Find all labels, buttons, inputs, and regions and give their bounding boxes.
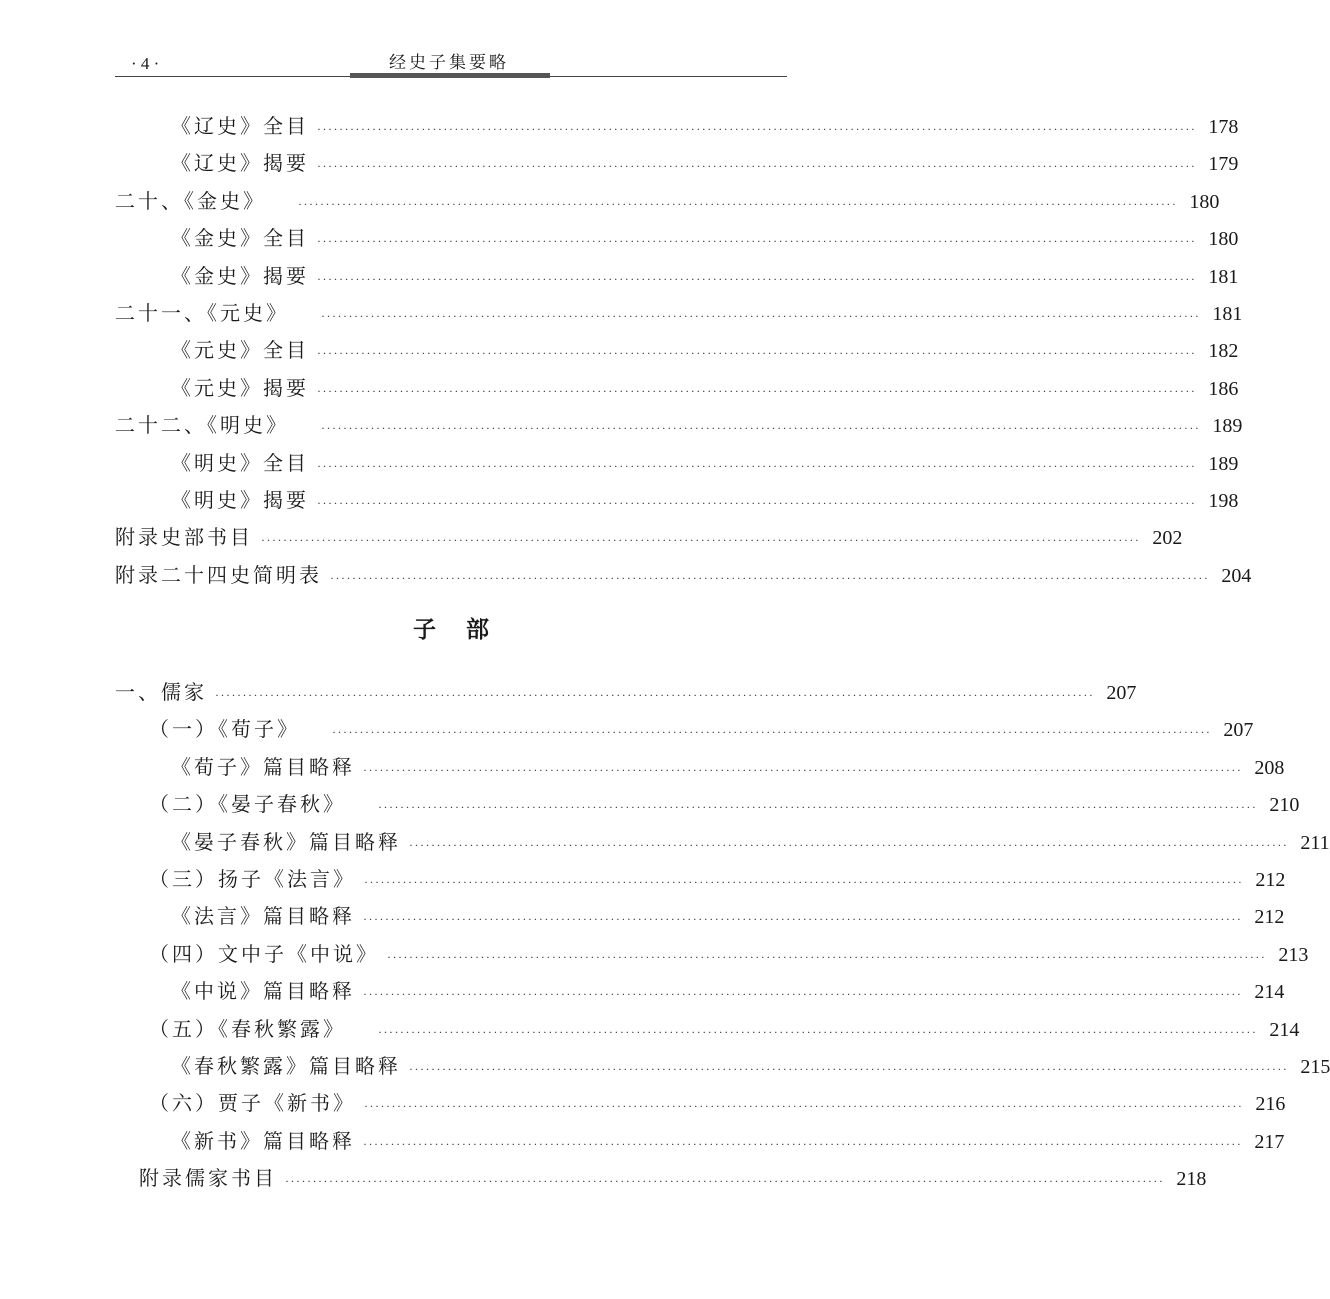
- toc-entry-title: 《辽史》全目: [171, 114, 309, 138]
- dot-leader: ································································································································································: [317, 159, 1197, 174]
- toc-entry-page: 218: [1176, 1168, 1207, 1191]
- dot-leader: ································································································································································: [378, 1024, 1258, 1039]
- dot-leader: ································································································································································: [298, 196, 1178, 211]
- dot-leader: ································································································································································: [363, 987, 1243, 1002]
- dot-leader: ································································································································································: [363, 762, 1243, 777]
- toc-entry-page: 214: [1269, 1018, 1300, 1041]
- toc-entry-page: 207: [1106, 682, 1137, 705]
- toc-entry: [115, 557, 1252, 594]
- toc-entry-page: 202: [1152, 527, 1183, 550]
- toc-entry-title: 二十一、《元史》: [115, 300, 289, 325]
- toc-entry-title: 《春秋繁露》篇目略释: [171, 1053, 401, 1078]
- toc-entry-title: 《晏子春秋》篇目略释: [171, 829, 401, 854]
- toc-entry-page: 189: [1208, 452, 1239, 475]
- table-of-contents: [115, 108, 1330, 1198]
- toc-entry-title: 《金史》揭要: [171, 263, 309, 288]
- toc-entry-title: 《明史》全目: [171, 450, 309, 475]
- dot-leader: ································································································································································: [261, 533, 1141, 548]
- dot-leader: ································································································································································: [409, 1061, 1289, 1076]
- toc-entry: [115, 1085, 1286, 1122]
- toc-entry-title: 《元史》全目: [171, 338, 309, 363]
- toc-entry-page: 198: [1208, 489, 1239, 512]
- dot-leader: ································································································································································: [215, 688, 1095, 703]
- toc-entry-page: 181: [1208, 265, 1239, 288]
- toc-entry-page: 189: [1212, 415, 1243, 438]
- toc-entry-page: 180: [1189, 190, 1220, 213]
- toc-entry: [115, 145, 1239, 182]
- toc-entry-page: 179: [1208, 153, 1239, 176]
- running-header: [115, 46, 787, 80]
- dot-leader: ································································································································································: [285, 1174, 1165, 1189]
- dot-leader: ································································································································································: [317, 383, 1197, 398]
- toc-entry-page: 181: [1212, 302, 1243, 325]
- toc-entry: [115, 1011, 1300, 1048]
- toc-entry-title: 《金史》全目: [171, 226, 309, 251]
- dot-leader: ································································································································································: [378, 800, 1258, 815]
- toc-entry-title: （四）文中子《中说》: [149, 941, 379, 966]
- toc-entry: [115, 749, 1285, 786]
- toc-entry: [115, 108, 1239, 145]
- toc-entry-title: 附录史部书目: [115, 525, 253, 550]
- dot-leader: ································································································································································: [387, 949, 1267, 964]
- toc-philosophers-section: [115, 674, 1330, 1197]
- toc-entry: [115, 1048, 1330, 1085]
- toc-entry-title: 《元史》揭要: [171, 375, 309, 400]
- header-rule-accent: [350, 73, 550, 78]
- dot-leader: ································································································································································: [317, 458, 1197, 473]
- toc-entry: [115, 482, 1239, 519]
- toc-entry: [115, 674, 1137, 711]
- toc-entry: [115, 973, 1285, 1010]
- dot-leader: ································································································································································: [321, 308, 1201, 323]
- page-number: · 4 ·: [131, 54, 160, 73]
- toc-entry-title: （五）《春秋繁露》: [149, 1016, 346, 1041]
- toc-entry-page: 212: [1255, 869, 1286, 892]
- toc-entry-page: 213: [1278, 943, 1309, 966]
- toc-entry: [115, 407, 1243, 444]
- toc-entry-page: 182: [1208, 340, 1239, 363]
- toc-entry-title: 二十、《金史》: [115, 188, 266, 213]
- toc-entry-title: 《法言》篇目略释: [171, 904, 355, 929]
- toc-entry: [115, 220, 1239, 257]
- toc-entry-title: 二十二、《明史》: [115, 413, 289, 438]
- toc-entry-title: 《辽史》揭要: [171, 151, 309, 176]
- toc-entry: [115, 332, 1239, 369]
- toc-entry: [115, 936, 1309, 973]
- toc-entry: [115, 295, 1243, 332]
- toc-entry-page: 180: [1208, 228, 1239, 251]
- toc-entry-title: 一、儒家: [115, 680, 207, 705]
- running-title: 经史子集要略: [389, 53, 509, 73]
- toc-entry-page: 208: [1254, 756, 1285, 779]
- dot-leader: ································································································································································: [321, 421, 1201, 436]
- dot-leader: ································································································································································: [317, 271, 1197, 286]
- section-spacer: [115, 666, 787, 674]
- dot-leader: ································································································································································: [330, 570, 1210, 585]
- toc-entry-page: 212: [1254, 906, 1285, 929]
- dot-leader: ································································································································································: [364, 1099, 1244, 1114]
- toc-entry-page: 210: [1269, 794, 1300, 817]
- toc-entry-page: 204: [1221, 564, 1252, 587]
- dot-leader: ································································································································································: [317, 495, 1197, 510]
- toc-entry: [115, 824, 1330, 861]
- toc-entry: [115, 258, 1239, 295]
- section-heading: 子部: [413, 617, 519, 644]
- toc-entry-page: 214: [1254, 981, 1285, 1004]
- toc-entry: [115, 1160, 1207, 1197]
- toc-entry: [115, 898, 1285, 935]
- toc-entry: [115, 786, 1300, 823]
- dot-leader: ································································································································································: [317, 346, 1197, 361]
- toc-entry: [115, 519, 1183, 556]
- toc-entry-title: 《明史》揭要: [171, 487, 309, 512]
- toc-entry-title: 《新书》篇目略释: [171, 1128, 355, 1153]
- dot-leader: ································································································································································: [363, 912, 1243, 927]
- toc-entry: [115, 183, 1220, 220]
- dot-leader: ································································································································································: [332, 725, 1212, 740]
- toc-entry: [115, 711, 1254, 748]
- toc-entry-page: 207: [1223, 719, 1254, 742]
- toc-entry-title: 附录儒家书目: [139, 1166, 277, 1191]
- toc-entry-title: 《中说》篇目略释: [171, 979, 355, 1004]
- toc-entry-page: 211: [1300, 831, 1330, 854]
- toc-entry-title: （一）《荀子》: [149, 717, 300, 742]
- toc-entry: [115, 861, 1286, 898]
- toc-entry-title: （六）贾子《新书》: [149, 1091, 356, 1116]
- dot-leader: ································································································································································: [409, 837, 1289, 852]
- toc-history-section: [115, 108, 1252, 594]
- toc-entry-page: 186: [1208, 377, 1239, 400]
- toc-entry-page: 216: [1255, 1093, 1286, 1116]
- dot-leader: ································································································································································: [317, 122, 1197, 136]
- toc-entry: [115, 370, 1239, 407]
- toc-entry: [115, 445, 1239, 482]
- dot-leader: ································································································································································: [363, 1136, 1243, 1151]
- dot-leader: ································································································································································: [317, 234, 1197, 249]
- toc-entry-title: 《荀子》篇目略释: [171, 754, 355, 779]
- toc-entry-title: 附录二十四史简明表: [115, 562, 322, 587]
- toc-entry-page: 215: [1300, 1055, 1330, 1078]
- dot-leader: ································································································································································: [364, 875, 1244, 890]
- toc-entry-title: （三）扬子《法言》: [149, 867, 356, 892]
- toc-entry: [115, 1123, 1285, 1160]
- toc-entry-page: 178: [1208, 116, 1239, 138]
- toc-entry-title: （二）《晏子春秋》: [149, 792, 346, 817]
- toc-entry-page: 217: [1254, 1130, 1285, 1153]
